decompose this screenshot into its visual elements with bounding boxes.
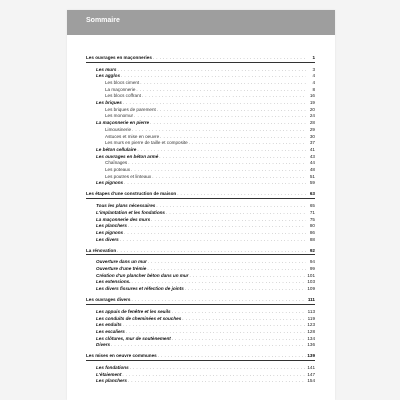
toc-entry-title: Les poutres et linteaux bbox=[105, 173, 152, 179]
toc-section bbox=[86, 55, 315, 187]
toc-page-number: 19 bbox=[309, 100, 315, 106]
toc-entry bbox=[86, 120, 315, 127]
toc-entry-title: Les ouvrages en maçonneries bbox=[86, 54, 152, 60]
dot-leader bbox=[189, 140, 306, 147]
toc-entry-title: Les briques bbox=[96, 100, 122, 106]
toc-entry-title: Divers bbox=[96, 342, 111, 348]
toc-chapter bbox=[86, 55, 315, 62]
toc-chapter bbox=[86, 297, 315, 304]
toc-page-number: 3 bbox=[312, 66, 315, 72]
toc-entry-title: Création d'un plancher béton dans un mur bbox=[96, 272, 189, 278]
toc-page-number: 101 bbox=[307, 272, 315, 278]
toc-page-number: 111 bbox=[307, 297, 315, 303]
dot-leader bbox=[132, 127, 306, 134]
toc-page-number: 37 bbox=[309, 140, 315, 146]
toc-entry-title: Les mises en oeuvre communes bbox=[86, 353, 157, 359]
toc-entry-title: La maçonnerie bbox=[105, 86, 136, 92]
toc-page-number: 147 bbox=[307, 371, 315, 377]
toc-entry-title: Les briques de parement bbox=[105, 106, 156, 112]
toc-page-number: 4 bbox=[312, 80, 315, 86]
dot-leader bbox=[128, 160, 306, 167]
toc-subentry bbox=[86, 160, 315, 167]
dot-leader bbox=[172, 336, 306, 343]
toc-page-number: 92 bbox=[309, 247, 315, 253]
toc-section bbox=[86, 248, 315, 293]
toc-entry-title: Les enduits bbox=[96, 322, 122, 328]
toc-entry-title: Les ouvrages en béton armé bbox=[96, 153, 159, 159]
toc-page-number: 8 bbox=[312, 86, 315, 92]
toc-entry bbox=[86, 73, 315, 80]
toc-page-number: 139 bbox=[307, 353, 315, 359]
dot-leader bbox=[137, 147, 306, 154]
toc-entry-title: Les blocs coffrant bbox=[105, 93, 141, 99]
toc-entry bbox=[86, 67, 315, 74]
dot-leader bbox=[131, 167, 306, 174]
toc-entry-title: Les pignons bbox=[96, 229, 124, 235]
toc-entry-title: Les divers bbox=[96, 236, 119, 242]
dot-leader bbox=[128, 378, 306, 385]
toc-section bbox=[86, 353, 315, 385]
toc-entry bbox=[86, 336, 315, 343]
toc-entry-title: Ouverture d'une trémie bbox=[96, 266, 147, 272]
header-bar bbox=[67, 10, 335, 35]
toc-page-number: 44 bbox=[309, 160, 315, 166]
dot-leader bbox=[111, 342, 306, 349]
toc-entry bbox=[86, 259, 315, 266]
toc-subentry bbox=[86, 140, 315, 147]
toc-entry bbox=[86, 180, 315, 187]
dot-leader bbox=[156, 203, 306, 210]
toc-page-number: 80 bbox=[309, 223, 315, 229]
toc-page-number: 94 bbox=[309, 259, 315, 265]
toc-entry-title: Les extensions. bbox=[96, 279, 131, 285]
dot-leader bbox=[130, 365, 306, 372]
toc-entry bbox=[86, 223, 315, 230]
toc-entry bbox=[86, 273, 315, 280]
dot-leader bbox=[124, 230, 306, 237]
dot-leader bbox=[124, 180, 306, 187]
toc-page-number: 141 bbox=[307, 365, 315, 371]
toc-entry-title: Les monomur bbox=[105, 113, 134, 119]
dot-leader bbox=[131, 297, 306, 304]
toc-entry bbox=[86, 266, 315, 273]
toc-entry-title: Les escaliers bbox=[96, 328, 125, 334]
dot-leader bbox=[123, 100, 306, 107]
dot-leader bbox=[157, 107, 306, 114]
toc-page-number: 24 bbox=[309, 113, 315, 119]
toc-entry-title: L'étaiement bbox=[96, 371, 122, 377]
toc-page-number: 86 bbox=[309, 229, 315, 235]
toc-page-number: 123 bbox=[307, 322, 315, 328]
toc-subentry bbox=[86, 174, 315, 181]
dot-leader bbox=[117, 248, 306, 255]
toc-entry-title: Les murs bbox=[96, 66, 117, 72]
dot-leader bbox=[172, 309, 306, 316]
toc-page-number: 43 bbox=[309, 153, 315, 159]
toc-section bbox=[86, 191, 315, 243]
toc-page-number: 20 bbox=[309, 106, 315, 112]
toc-entry-title: Les pignons bbox=[96, 180, 124, 186]
toc-entry bbox=[86, 210, 315, 217]
toc-page-number: 99 bbox=[309, 266, 315, 272]
toc-page-number: 113 bbox=[307, 308, 315, 314]
toc-page-number: 109 bbox=[307, 286, 315, 292]
toc-entry-title: La maçonnerie des murs bbox=[96, 216, 151, 222]
toc-subentry bbox=[86, 93, 315, 100]
toc-page-number: 29 bbox=[309, 126, 315, 132]
toc-entry-title: Le béton cellulaire bbox=[96, 146, 137, 152]
toc-entry-title: Les étapes d'une construction de maison bbox=[86, 191, 177, 197]
toc-page-number: 128 bbox=[307, 328, 315, 334]
dot-leader bbox=[185, 286, 306, 293]
dot-leader bbox=[150, 120, 306, 127]
toc-page-number: 71 bbox=[309, 209, 315, 215]
toc-page-number: 28 bbox=[309, 120, 315, 126]
dot-leader bbox=[128, 223, 306, 230]
toc-entry-title: L'implantation et les fondations bbox=[96, 209, 165, 215]
dot-leader bbox=[123, 322, 306, 329]
page-title: Sommaire bbox=[86, 17, 120, 24]
toc-entry-title: Chaînages bbox=[105, 160, 128, 166]
dot-leader bbox=[140, 80, 306, 87]
toc-page-number: 4 bbox=[312, 73, 315, 79]
toc-entry-title: Les blocs ciment bbox=[105, 80, 140, 86]
toc-entry bbox=[86, 279, 315, 286]
toc-entry bbox=[86, 100, 315, 107]
toc-entry-title: Les ouvrages divers bbox=[86, 297, 131, 303]
toc-entry-title: Les agglos bbox=[96, 73, 120, 79]
toc-page-number: 134 bbox=[307, 335, 315, 341]
toc-chapter bbox=[86, 248, 315, 255]
dot-leader bbox=[152, 174, 306, 181]
toc-entry bbox=[86, 316, 315, 323]
toc-entry-title: Les planchers bbox=[96, 378, 127, 384]
dot-leader bbox=[182, 316, 306, 323]
toc-page-number: 136 bbox=[307, 342, 315, 348]
toc-entry bbox=[86, 309, 315, 316]
toc-entry bbox=[86, 286, 315, 293]
toc-entry bbox=[86, 203, 315, 210]
toc-page-number: 30 bbox=[309, 133, 315, 139]
toc-subentry bbox=[86, 167, 315, 174]
dot-leader bbox=[177, 191, 306, 198]
toc-page-number: 63 bbox=[309, 191, 315, 197]
dot-leader bbox=[121, 73, 306, 80]
document-page bbox=[67, 10, 335, 400]
toc-subentry bbox=[86, 87, 315, 94]
chapter-divider bbox=[86, 304, 315, 305]
toc-page-number: 16 bbox=[309, 93, 315, 99]
dot-leader bbox=[166, 210, 306, 217]
dot-leader bbox=[148, 259, 306, 266]
dot-leader bbox=[160, 134, 306, 141]
toc-entry-title: La maçonnerie en pierre bbox=[96, 120, 150, 126]
toc-entry-title: Les conduits de cheminées et souches bbox=[96, 315, 182, 321]
dot-leader bbox=[158, 353, 306, 360]
toc-entry bbox=[86, 154, 315, 161]
toc-entry-title: Les divers fissures et réfection de joints bbox=[96, 286, 184, 292]
table-of-contents bbox=[86, 55, 315, 390]
dot-leader bbox=[142, 93, 306, 100]
dot-leader bbox=[131, 279, 306, 286]
toc-subentry bbox=[86, 127, 315, 134]
toc-entry-title: Les poteaux bbox=[105, 166, 131, 172]
chapter-divider bbox=[86, 198, 315, 199]
chapter-divider bbox=[86, 254, 315, 255]
dot-leader bbox=[159, 154, 306, 161]
toc-entry bbox=[86, 217, 315, 224]
toc-chapter bbox=[86, 191, 315, 198]
toc-entry-title: Les appuis de fenêtre et les seuils bbox=[96, 308, 171, 314]
toc-entry bbox=[86, 230, 315, 237]
toc-section bbox=[86, 297, 315, 349]
toc-subentry bbox=[86, 114, 315, 121]
dot-leader bbox=[136, 87, 306, 94]
toc-chapter bbox=[86, 353, 315, 360]
dot-leader bbox=[151, 217, 306, 224]
toc-entry-title: Limousinerie bbox=[105, 126, 132, 132]
toc-page-number: 48 bbox=[309, 166, 315, 172]
toc-page-number: 88 bbox=[309, 236, 315, 242]
dot-leader bbox=[117, 67, 306, 74]
toc-entry-title: Les planchers bbox=[96, 223, 127, 229]
toc-entry bbox=[86, 147, 315, 154]
toc-entry bbox=[86, 372, 315, 379]
toc-page-number: 75 bbox=[309, 216, 315, 222]
toc-page-number: 59 bbox=[309, 180, 315, 186]
toc-subentry bbox=[86, 107, 315, 114]
toc-entry bbox=[86, 329, 315, 336]
dot-leader bbox=[122, 372, 306, 379]
toc-entry bbox=[86, 237, 315, 244]
toc-entry-title: Tous les plans nécessaires bbox=[96, 203, 156, 209]
toc-entry-title: Astuces et mise en oeuvre bbox=[105, 133, 160, 139]
toc-page-number: 154 bbox=[307, 378, 315, 384]
toc-page-number: 119 bbox=[307, 315, 315, 321]
dot-leader bbox=[134, 113, 306, 120]
dot-leader bbox=[126, 329, 306, 336]
toc-page-number: 51 bbox=[309, 173, 315, 179]
toc-entry-title: Les clôtures, mur de soutènement bbox=[96, 335, 171, 341]
toc-entry-title: Ouverture dans un mur bbox=[96, 259, 147, 265]
toc-entry bbox=[86, 378, 315, 385]
toc-subentry bbox=[86, 80, 315, 87]
dot-leader bbox=[147, 266, 306, 273]
toc-entry-title: Les murs en pierre de taille et composite bbox=[105, 140, 188, 146]
toc-subentry bbox=[86, 134, 315, 141]
toc-page-number: 1 bbox=[312, 54, 315, 60]
toc-page-number: 41 bbox=[309, 146, 315, 152]
chapter-divider bbox=[86, 360, 315, 361]
dot-leader bbox=[120, 237, 306, 244]
toc-entry bbox=[86, 322, 315, 329]
toc-entry-title: La rénovation bbox=[86, 247, 117, 253]
toc-entry bbox=[86, 342, 315, 349]
toc-page-number: 65 bbox=[309, 203, 315, 209]
dot-leader bbox=[189, 273, 306, 280]
dot-leader bbox=[153, 55, 306, 62]
toc-entry-title: Les fondations bbox=[96, 365, 129, 371]
chapter-divider bbox=[86, 62, 315, 63]
toc-page-number: 103 bbox=[307, 279, 315, 285]
toc-entry bbox=[86, 365, 315, 372]
